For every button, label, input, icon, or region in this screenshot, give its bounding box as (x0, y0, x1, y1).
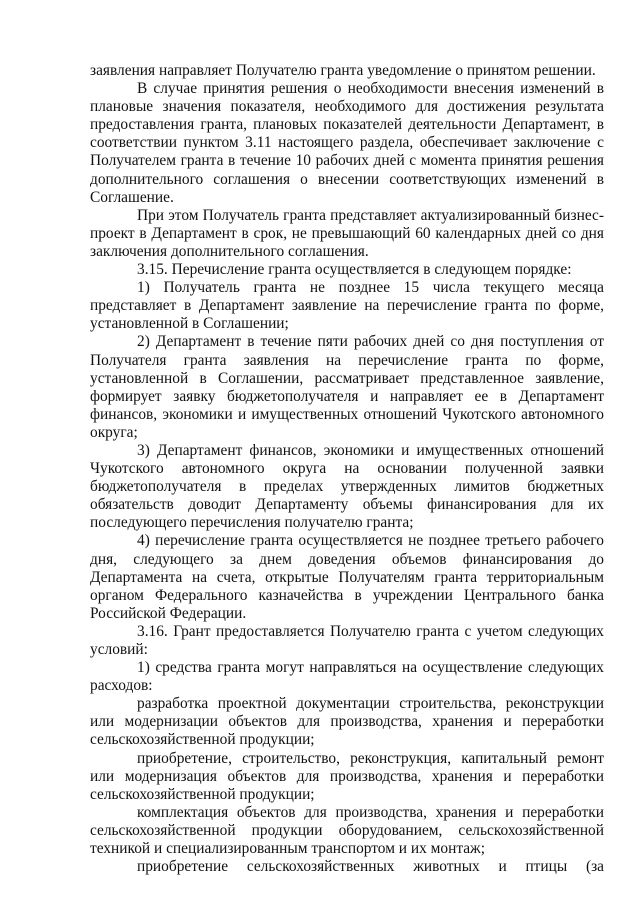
paragraph-business-project: При этом Получатель гранта представляет актуализированный бизнес-проект в Департамент в срок, не превышающий 60 календарных дней со дня заключения дополнительного соглашения. (90, 206, 604, 260)
paragraph-expense-equipment: комплектация объектов для производства, хранения и переработки сельскохозяйственной продукции оборудованием, сельскохозяйственной техникой и специализированным транспортом и их монтаж; (90, 803, 604, 858)
paragraph-3-16-heading: 3.16. Грант предоставляется Получателю гранта с учетом следующих условий: (90, 622, 604, 658)
paragraph-expense-animals: приобретение сельскохозяйственных животных и птицы (за (137, 858, 604, 876)
paragraph-3-15-heading: 3.15. Перечисление гранта осуществляется в следующем порядке: (137, 261, 572, 279)
paragraph-continuation: заявления направляет Получателю гранта уведомление о принятом решении. (90, 62, 596, 79)
paragraph-expense-construction: приобретение, строительство, реконструкция, капитальный ремонт или модернизация объектов для производства, хранения и переработки сельскохозяйственной продукции; (90, 749, 604, 803)
paragraph-plan-changes: В случае принятия решения о необходимости внесения изменений в плановые значения показателя, необходимого для достижения результата предоставления гранта, плановых показателей деятельности Департамент, в соответствии пунктом 3.11 настоящего раздела, обеспечивает заключение с Получателем гранта в течение 10 рабочих дней с момента принятия решения дополнительного соглашения о внесении соответствующих изменений в Соглашение. (90, 80, 604, 206)
paragraph-3-15-item-4: 4) перечисление гранта осуществляется не позднее третьего рабочего дня, следующего за днем доведения объемов финансирования до Департамента на счета, открытые Получателям гранта территориальным органом Федерального казначейства в учреждении Центрального банка Российской Федерации. (90, 532, 604, 622)
paragraph-3-15-item-2: 2) Департамент в течение пяти рабочих дней со дня поступления от Получателя гранта заявления на перечисление гранта по форме, установленной в Соглашении, рассматривает представленное заявление, формирует заявку бюджетополучателя и направляет ее в Департамент финансов, экономики и имущественных отношений Чукотского автономного округа; (90, 333, 604, 441)
paragraph-3-16-item-1: 1) средства гранта могут направляться на осуществление следующих расходов: (90, 659, 604, 695)
paragraph-3-15-item-3: 3) Департамент финансов, экономики и имущественных отношений Чукотского автономного округа на основании полученной заявки бюджетополучателя в пределах утвержденных лимитов бюджетных обязательств доводит Департаменту объемы финансирования для их последующего перечисления получателю гранта; (90, 441, 604, 532)
paragraph-3-15-item-1: 1) Получатель гранта не позднее 15 числа текущего месяца представляет в Департамент заявление на перечисление гранта по форме, установленной в Соглашении; (90, 279, 604, 333)
paragraph-expense-design: разработка проектной документации строительства, реконструкции или модернизации объектов для производства, хранения и переработки сельскохозяйственной продукции; (90, 695, 604, 749)
